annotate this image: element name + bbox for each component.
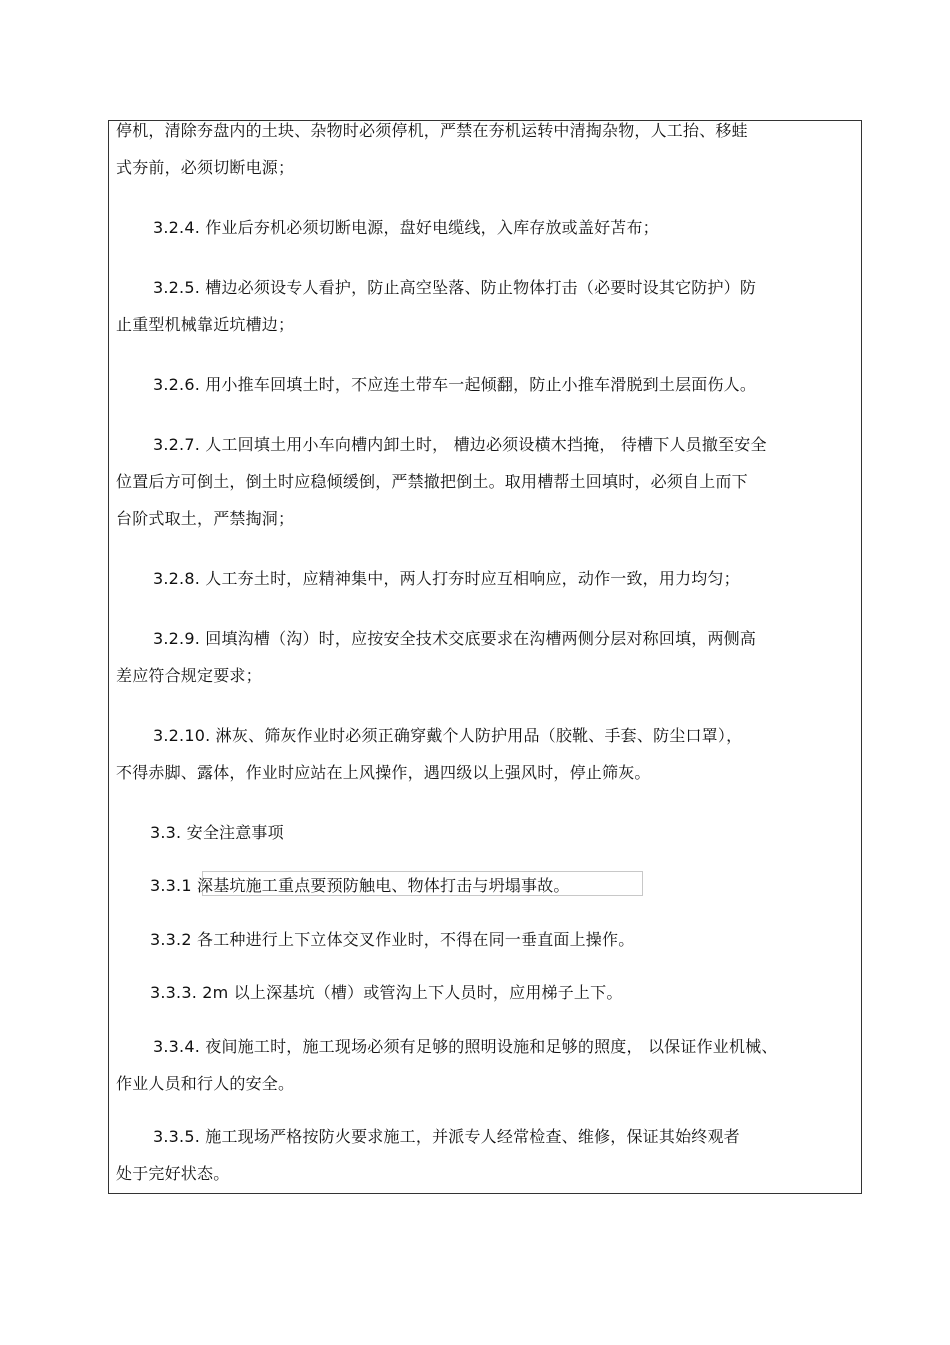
text-line: 3.2.10. 淋灰、筛灰作业时必须正确穿戴个人防护用品（胶靴、手套、防尘口罩）， (153, 726, 743, 745)
text-line: 3.2.9. 回填沟槽（沟）时，应按安全技术交底要求在沟槽两侧分层对称回填，两侧高 (153, 629, 757, 648)
text-line: 3.3.4. 夜间施工时，施工现场必须有足够的照明设施和足够的照度， 以保证作业机械、 (153, 1037, 778, 1056)
text-line: 处于完好状态。 (116, 1164, 230, 1183)
text-line: 式夯前，必须切断电源； (116, 158, 295, 177)
text-line: 3.2.7. 人工回填土用小车向槽内卸土时， 槽边必须设横木挡掩， 待槽下人员撤至安全 (153, 435, 767, 454)
text-line: 3.2.5. 槽边必须设专人看护，防止高空坠落、防止物体打击（必要时设其它防护）防 (153, 278, 757, 297)
text-line: 止重型机械靠近坑槽边； (116, 315, 295, 334)
text-line: 3.3.5. 施工现场严格按防火要求施工，并派专人经常检查、维修，保证其始终观者 (153, 1127, 740, 1146)
text-line: 位置后方可倒土，倒土时应稳倾缓倒，严禁撤把倒土。取用槽帮土回填时，必须自上而下 (116, 472, 748, 491)
text-line: 作业人员和行人的安全。 (116, 1074, 295, 1093)
text-line: 台阶式取土，严禁掏洞； (116, 509, 295, 528)
text-line: 3.2.6. 用小推车回填土时，不应连土带车一起倾翻，防止小推车滑脱到土层面伤人。 (153, 375, 757, 394)
text-line: 3.3.1 深基坑施工重点要预防触电、物体打击与坍塌事故。 (150, 876, 570, 895)
text-line: 3.2.4. 作业后夯机必须切断电源，盘好电缆线，入库存放或盖好苫布； (153, 218, 659, 237)
text-line: 3.3.3. 2m 以上深基坑（槽）或管沟上下人员时，应用梯子上下。 (150, 983, 623, 1002)
text-line: 3.3.2 各工种进行上下立体交叉作业时，不得在同一垂直面上操作。 (150, 930, 635, 949)
text-line: 3.2.8. 人工夯土时，应精神集中，两人打夯时应互相响应，动作一致，用力均匀； (153, 569, 740, 588)
text-line: 差应符合规定要求； (116, 666, 262, 685)
text-line: 停机，清除夯盘内的土块、杂物时必须停机，严禁在夯机运转中清掏杂物，人工抬、移蛙 (116, 121, 748, 140)
text-line: 不得赤脚、露体，作业时应站在上风操作，遇四级以上强风时，停止筛灰。 (116, 763, 651, 782)
section-heading: 3.3. 安全注意事项 (150, 823, 284, 842)
